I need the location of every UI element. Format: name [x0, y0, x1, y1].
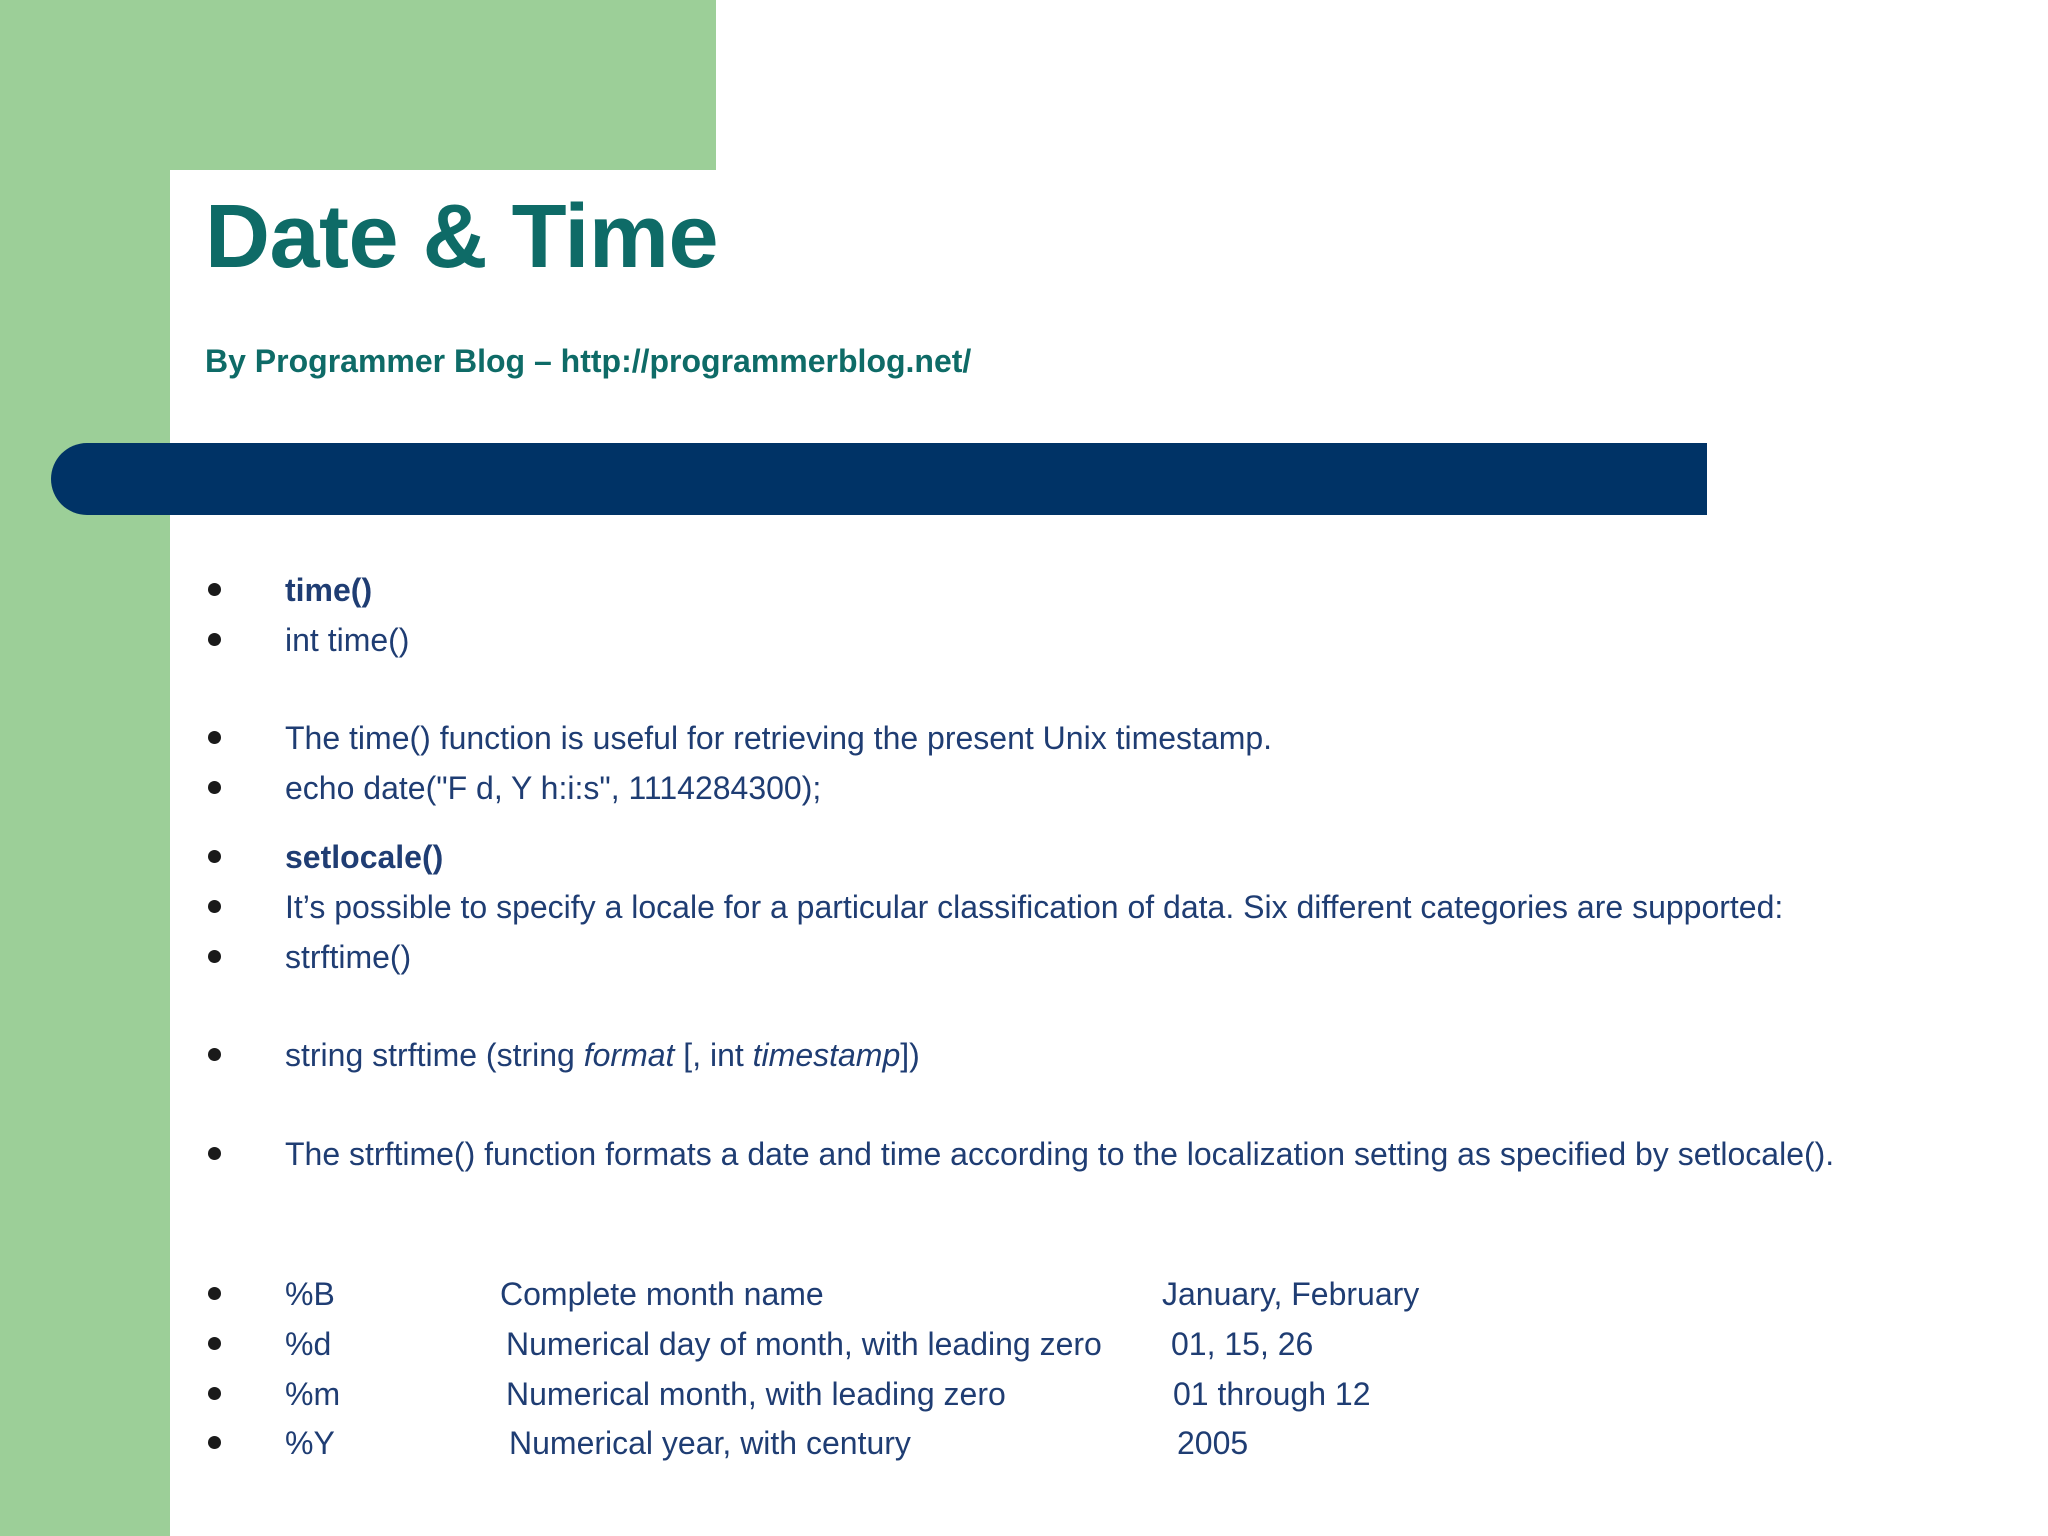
format-example: 2005: [1177, 1425, 1249, 1461]
bullet-icon: [208, 900, 221, 913]
bullet-icon: [208, 781, 221, 794]
format-example: January, February: [1162, 1276, 1420, 1312]
list-item-text: strftime(): [285, 939, 412, 975]
list-item-text: time(): [285, 572, 373, 608]
signature-timestamp-param: timestamp: [752, 1037, 901, 1073]
signature-middle: [, int: [674, 1037, 753, 1073]
bullet-icon: [208, 1387, 221, 1400]
format-description: Numerical day of month, with leading zero: [506, 1326, 1102, 1362]
signature-prefix: string strftime (string: [285, 1037, 584, 1073]
signature-suffix: ]): [900, 1037, 920, 1073]
format-description: Complete month name: [500, 1276, 824, 1312]
format-code: %d: [285, 1326, 332, 1362]
signature-format-param: format: [583, 1037, 675, 1073]
format-example: 01, 15, 26: [1171, 1326, 1314, 1362]
bullet-icon: [208, 583, 221, 596]
bullet-icon: [208, 1287, 221, 1300]
list-item-text: [285, 1035, 920, 1075]
format-code: %Y: [285, 1425, 335, 1461]
list-item-text: int time(): [285, 622, 410, 658]
list-item-text: The time() function is useful for retrieving the present Unix timestamp.: [285, 720, 1273, 756]
list-item-text: It’s possible to specify a locale for a particular classification of data. Six different categories are supported:: [285, 889, 1784, 925]
format-code: %m: [285, 1376, 341, 1412]
bullet-icon: [208, 1337, 221, 1350]
bullet-icon: [208, 1048, 221, 1061]
bullet-icon: [208, 1147, 221, 1160]
bullet-icon: [208, 1436, 221, 1449]
slide-title: Date & Time: [205, 187, 719, 287]
format-description: Numerical year, with century: [509, 1425, 911, 1461]
list-item-text: setlocale(): [285, 839, 444, 875]
bullet-icon: [208, 633, 221, 646]
bullet-icon: [208, 731, 221, 744]
bullet-icon: [208, 850, 221, 863]
format-code: %B: [285, 1276, 335, 1312]
format-example: 01 through 12: [1173, 1376, 1371, 1412]
bullet-icon: [208, 950, 221, 963]
slide-subtitle: By Programmer Blog – http://programmerblog.net/: [205, 343, 972, 379]
format-description: Numerical month, with leading zero: [506, 1376, 1006, 1412]
list-item-text: echo date("F d, Y h:i:s", 1114284300);: [285, 770, 822, 806]
list-item-text: The strftime() function formats a date and time according to the localization setting as specified by setlocale().: [285, 1136, 1835, 1172]
